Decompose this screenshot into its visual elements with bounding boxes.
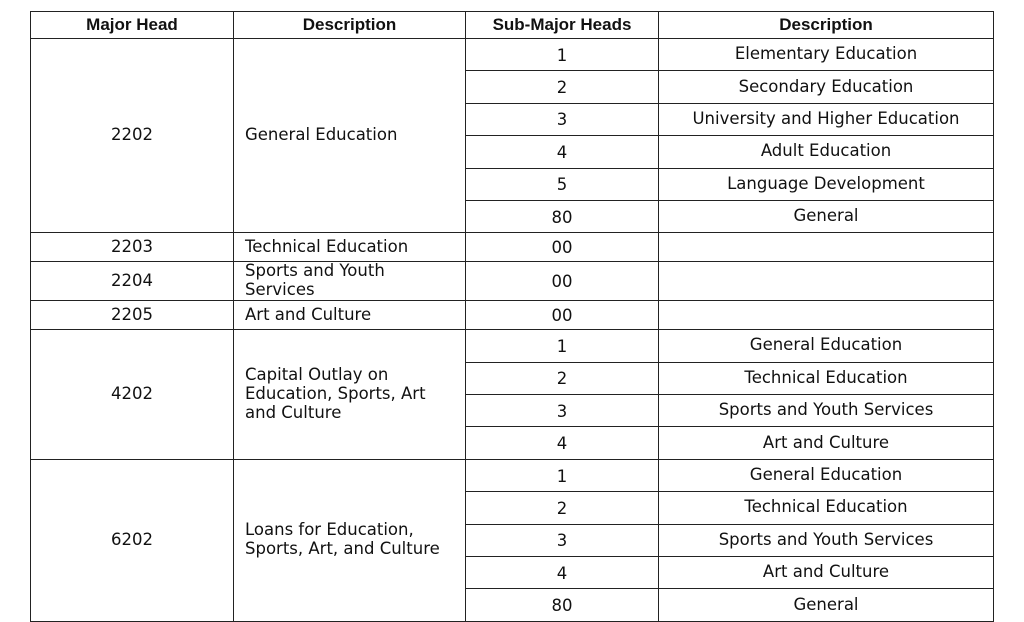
header-sub-description: Description bbox=[659, 12, 994, 39]
sub-major-head-description-cell: General Education bbox=[659, 459, 994, 491]
sub-major-head-cell: 1 bbox=[466, 39, 659, 71]
sub-major-head-description-cell: Art and Culture bbox=[659, 427, 994, 459]
sub-major-head-description-cell: University and Higher Education bbox=[659, 103, 994, 135]
table-body bbox=[31, 39, 994, 622]
budget-heads-table bbox=[30, 11, 994, 622]
table-row bbox=[31, 459, 994, 491]
sub-major-head-cell: 00 bbox=[466, 301, 659, 330]
sub-major-head-description-cell: Sports and Youth Services bbox=[659, 524, 994, 556]
sub-major-head-description-cell: Secondary Education bbox=[659, 71, 994, 103]
sub-major-head-cell: 5 bbox=[466, 168, 659, 200]
sub-major-head-cell: 4 bbox=[466, 557, 659, 589]
sub-major-head-cell: 00 bbox=[466, 262, 659, 301]
table-header bbox=[31, 12, 994, 39]
sub-major-head-description-cell bbox=[659, 262, 994, 301]
major-head-cell: 4202 bbox=[31, 330, 234, 460]
sub-major-head-description-cell: Language Development bbox=[659, 168, 994, 200]
sub-major-head-cell: 4 bbox=[466, 136, 659, 168]
sub-major-head-description-cell: General Education bbox=[659, 330, 994, 362]
sub-major-head-description-cell: General bbox=[659, 589, 994, 621]
table-row bbox=[31, 262, 994, 301]
major-head-description-cell: Technical Education bbox=[234, 233, 466, 262]
sub-major-head-description-cell: Elementary Education bbox=[659, 39, 994, 71]
major-head-description-cell: Sports and Youth Services bbox=[234, 262, 466, 301]
sub-major-head-cell: 2 bbox=[466, 362, 659, 394]
sub-major-head-description-cell: Technical Education bbox=[659, 362, 994, 394]
sub-major-head-description-cell: Adult Education bbox=[659, 136, 994, 168]
major-head-cell: 2202 bbox=[31, 39, 234, 233]
major-head-cell: 2204 bbox=[31, 262, 234, 301]
major-head-description-cell: Loans for Education, Sports, Art, and Culture bbox=[234, 459, 466, 621]
sub-major-head-description-cell: Sports and Youth Services bbox=[659, 395, 994, 427]
major-head-cell: 2205 bbox=[31, 301, 234, 330]
sub-major-head-description-cell: General bbox=[659, 200, 994, 232]
major-head-cell: 6202 bbox=[31, 459, 234, 621]
sub-major-head-description-cell: Art and Culture bbox=[659, 557, 994, 589]
header-row bbox=[31, 12, 994, 39]
major-head-description-cell: Capital Outlay on Education, Sports, Art and Culture bbox=[234, 330, 466, 460]
sub-major-head-cell: 1 bbox=[466, 330, 659, 362]
table-row bbox=[31, 233, 994, 262]
sub-major-head-cell: 2 bbox=[466, 492, 659, 524]
sub-major-head-cell: 00 bbox=[466, 233, 659, 262]
sub-major-head-cell: 2 bbox=[466, 71, 659, 103]
table-row bbox=[31, 39, 994, 71]
major-head-description-cell: General Education bbox=[234, 39, 466, 233]
sub-major-head-cell: 4 bbox=[466, 427, 659, 459]
sub-major-head-cell: 1 bbox=[466, 459, 659, 491]
sub-major-head-cell: 3 bbox=[466, 103, 659, 135]
major-head-description-cell: Art and Culture bbox=[234, 301, 466, 330]
header-major-head: Major Head bbox=[31, 12, 234, 39]
sub-major-head-cell: 3 bbox=[466, 395, 659, 427]
table-row bbox=[31, 330, 994, 362]
table-row bbox=[31, 301, 994, 330]
sub-major-head-description-cell: Technical Education bbox=[659, 492, 994, 524]
sub-major-head-cell: 80 bbox=[466, 589, 659, 621]
header-sub-major-heads: Sub-Major Heads bbox=[466, 12, 659, 39]
sub-major-head-description-cell bbox=[659, 301, 994, 330]
major-head-cell: 2203 bbox=[31, 233, 234, 262]
header-description: Description bbox=[234, 12, 466, 39]
sub-major-head-description-cell bbox=[659, 233, 994, 262]
sub-major-head-cell: 80 bbox=[466, 200, 659, 232]
sub-major-head-cell: 3 bbox=[466, 524, 659, 556]
